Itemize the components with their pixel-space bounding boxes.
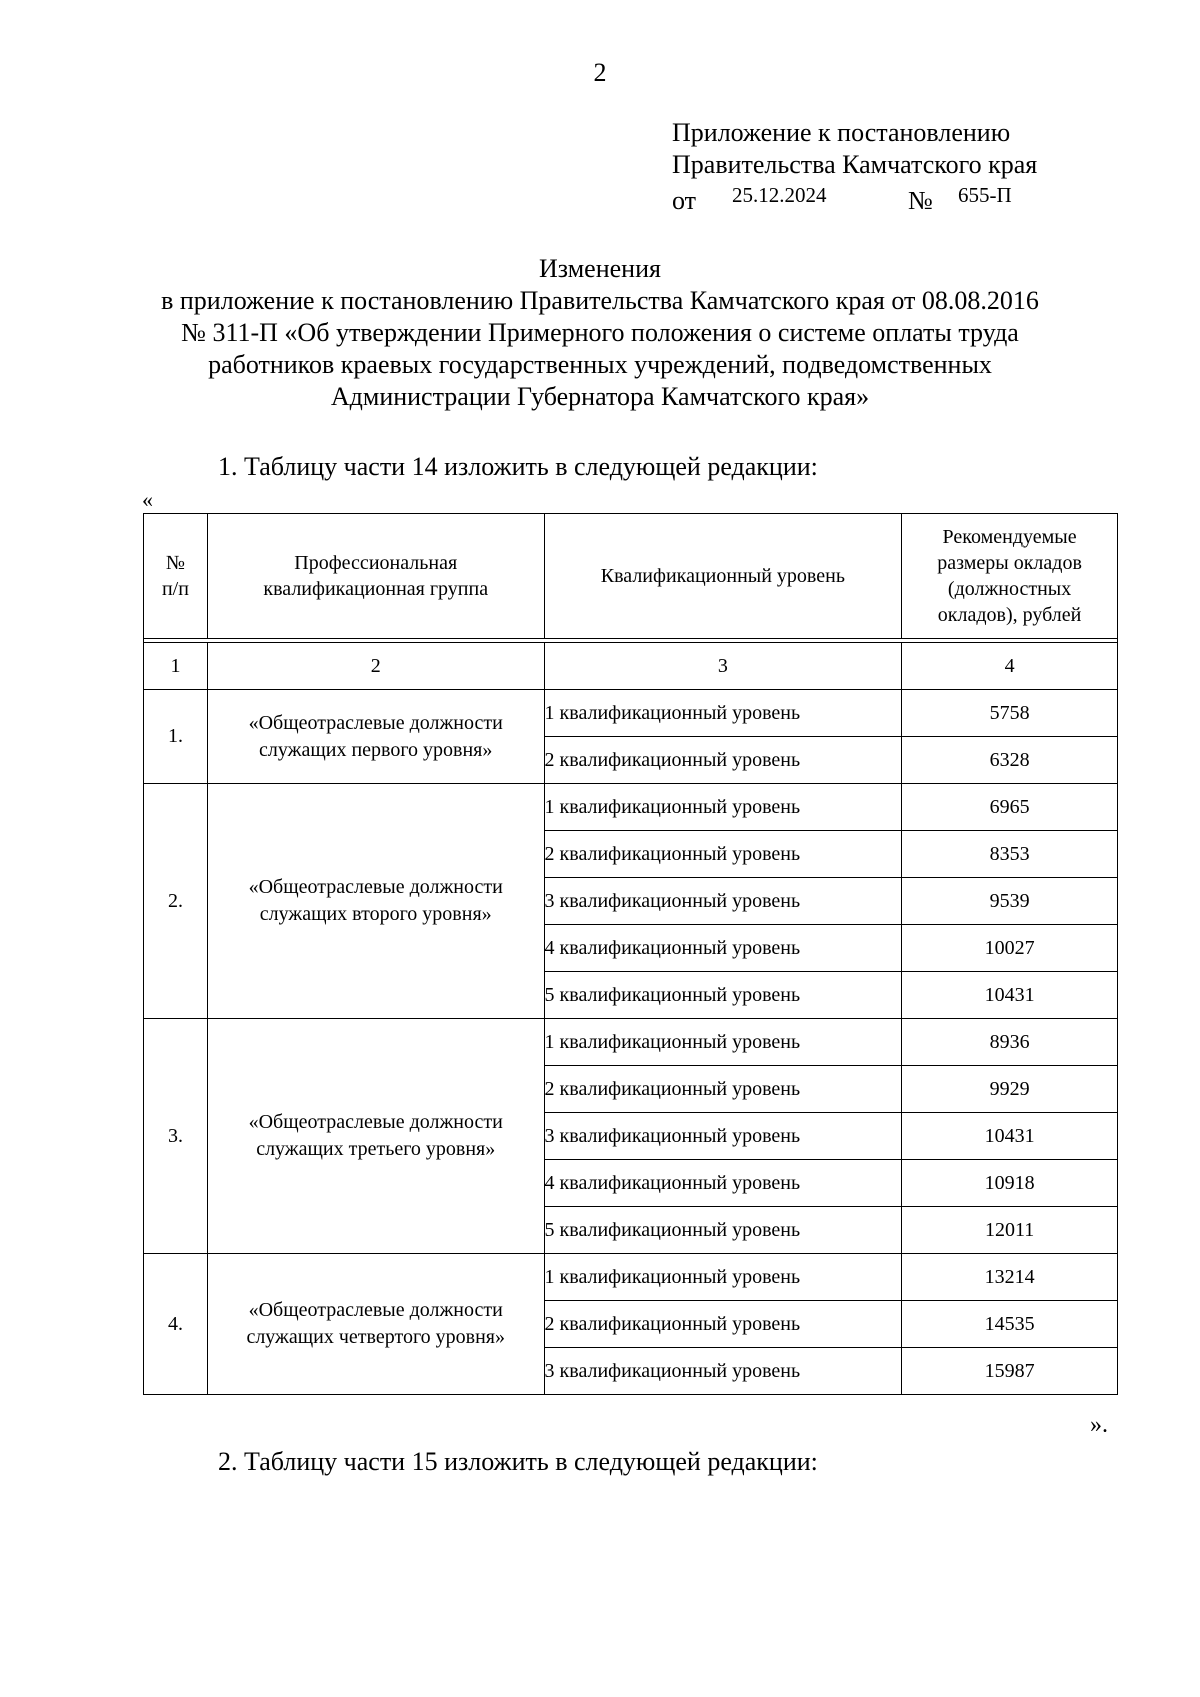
level-cell: 5 квалификационный уровень bbox=[544, 972, 902, 1019]
table-header-row bbox=[144, 514, 1118, 639]
group-name-cell bbox=[207, 1254, 544, 1395]
title-line-3: № 311-П «Об утверждении Примерного положения о системе оплаты труда bbox=[181, 318, 1019, 347]
salary-cell: 6965 bbox=[902, 784, 1118, 831]
salary-cell: 10918 bbox=[902, 1160, 1118, 1207]
header-text: № bbox=[165, 552, 185, 574]
salary-table bbox=[143, 513, 1118, 1395]
header-text: Рекомендуемые bbox=[942, 526, 1077, 548]
group-number-cell: 4. bbox=[144, 1254, 208, 1395]
level-cell: 3 квалификационный уровень bbox=[544, 1113, 902, 1160]
salary-cell: 5758 bbox=[902, 690, 1118, 737]
group-number-cell: 3. bbox=[144, 1019, 208, 1254]
appendix-date: 25.12.2024 bbox=[732, 183, 827, 207]
header-text: Профессиональная bbox=[294, 552, 458, 574]
appendix-number: 655-П bbox=[958, 183, 1012, 207]
title-line-1: Изменения bbox=[539, 254, 661, 283]
group-name-text: служащих третьего уровня» bbox=[256, 1138, 496, 1160]
column-number-cell: 4 bbox=[902, 643, 1118, 690]
salary-cell: 10431 bbox=[902, 972, 1118, 1019]
quote-open: « bbox=[142, 487, 153, 512]
level-cell: 5 квалификационный уровень bbox=[544, 1207, 902, 1254]
paragraph-1: 1. Таблицу части 14 изложить в следующей редакции: bbox=[218, 452, 818, 481]
group-name-cell bbox=[207, 690, 544, 784]
group-name-text: «Общеотраслевые должности bbox=[248, 711, 503, 734]
title-line-4: работников краевых государственных учреждений, подведомственных bbox=[208, 350, 992, 379]
header-text: квалификационная группа bbox=[263, 578, 489, 600]
salary-cell: 9929 bbox=[902, 1066, 1118, 1113]
group-name-text: служащих первого уровня» bbox=[259, 738, 493, 761]
level-cell: 2 квалификационный уровень bbox=[544, 1301, 902, 1348]
salary-cell: 9539 bbox=[902, 878, 1118, 925]
level-cell: 3 квалификационный уровень bbox=[544, 1348, 902, 1395]
table-column-numbers-row bbox=[144, 643, 1118, 690]
level-cell: 1 квалификационный уровень bbox=[544, 784, 902, 831]
column-number-cell: 2 bbox=[207, 643, 544, 690]
header-cell-number bbox=[144, 514, 208, 639]
salary-cell: 8353 bbox=[902, 831, 1118, 878]
group-name-cell bbox=[207, 784, 544, 1019]
salary-cell: 13214 bbox=[902, 1254, 1118, 1301]
appendix-block bbox=[672, 117, 1037, 215]
level-cell: 2 квалификационный уровень bbox=[544, 1066, 902, 1113]
column-number-cell: 1 bbox=[144, 643, 208, 690]
header-text: (должностных bbox=[947, 578, 1072, 600]
group-name-text: «Общеотраслевые должности bbox=[248, 1111, 503, 1133]
salary-cell: 14535 bbox=[902, 1301, 1118, 1348]
header-cell-group bbox=[207, 514, 544, 639]
level-cell: 2 квалификационный уровень bbox=[544, 737, 902, 784]
level-cell: 1 квалификационный уровень bbox=[544, 690, 902, 737]
salary-cell: 12011 bbox=[902, 1207, 1118, 1254]
salary-cell: 8936 bbox=[902, 1019, 1118, 1066]
header-cell-level bbox=[544, 514, 902, 639]
header-text: окладов), рублей bbox=[937, 604, 1082, 626]
header-text: размеры окладов bbox=[937, 552, 1082, 574]
group-number-cell: 2. bbox=[144, 784, 208, 1019]
level-cell: 4 квалификационный уровень bbox=[544, 1160, 902, 1207]
appendix-line-1: Приложение к постановлению bbox=[672, 118, 1011, 147]
group-name-text: служащих второго уровня» bbox=[259, 903, 492, 925]
table-row bbox=[144, 1254, 1118, 1301]
salary-cell: 6328 bbox=[902, 737, 1118, 784]
salary-cell: 10431 bbox=[902, 1113, 1118, 1160]
paragraph-2: 2. Таблицу части 15 изложить в следующей редакции: bbox=[218, 1447, 818, 1476]
table-row bbox=[144, 784, 1118, 831]
salary-cell: 10027 bbox=[902, 925, 1118, 972]
salary-cell: 15987 bbox=[902, 1348, 1118, 1395]
appendix-ot-label: от bbox=[672, 186, 697, 215]
document-title bbox=[0, 253, 1200, 413]
title-line-2: в приложение к постановлению Правительства Камчатского края от 08.08.2016 bbox=[161, 286, 1039, 315]
group-name-cell bbox=[207, 1019, 544, 1254]
group-name-text: служащих четвертого уровня» bbox=[246, 1326, 505, 1348]
column-number-cell: 3 bbox=[544, 643, 902, 690]
table-row bbox=[144, 690, 1118, 737]
level-cell: 4 квалификационный уровень bbox=[544, 925, 902, 972]
table-row bbox=[144, 1019, 1118, 1066]
appendix-line-2: Правительства Камчатского края bbox=[672, 150, 1038, 179]
header-text: п/п bbox=[161, 578, 189, 600]
header-cell-salary bbox=[902, 514, 1118, 639]
level-cell: 2 квалификационный уровень bbox=[544, 831, 902, 878]
page-number: 2 bbox=[593, 58, 607, 87]
quote-close: ». bbox=[1090, 1412, 1108, 1438]
level-cell: 1 квалификационный уровень bbox=[544, 1254, 902, 1301]
appendix-date-row bbox=[672, 181, 1037, 215]
level-cell: 1 квалификационный уровень bbox=[544, 1019, 902, 1066]
header-text: Квалификационный уровень bbox=[600, 565, 845, 587]
group-name-text: «Общеотраслевые должности bbox=[248, 876, 503, 898]
group-number-cell: 1. bbox=[144, 690, 208, 784]
group-name-text: «Общеотраслевые должности bbox=[248, 1299, 503, 1321]
level-cell: 3 квалификационный уровень bbox=[544, 878, 902, 925]
appendix-number-sign: № bbox=[908, 186, 933, 215]
title-line-5: Администрации Губернатора Камчатского края» bbox=[330, 382, 870, 411]
